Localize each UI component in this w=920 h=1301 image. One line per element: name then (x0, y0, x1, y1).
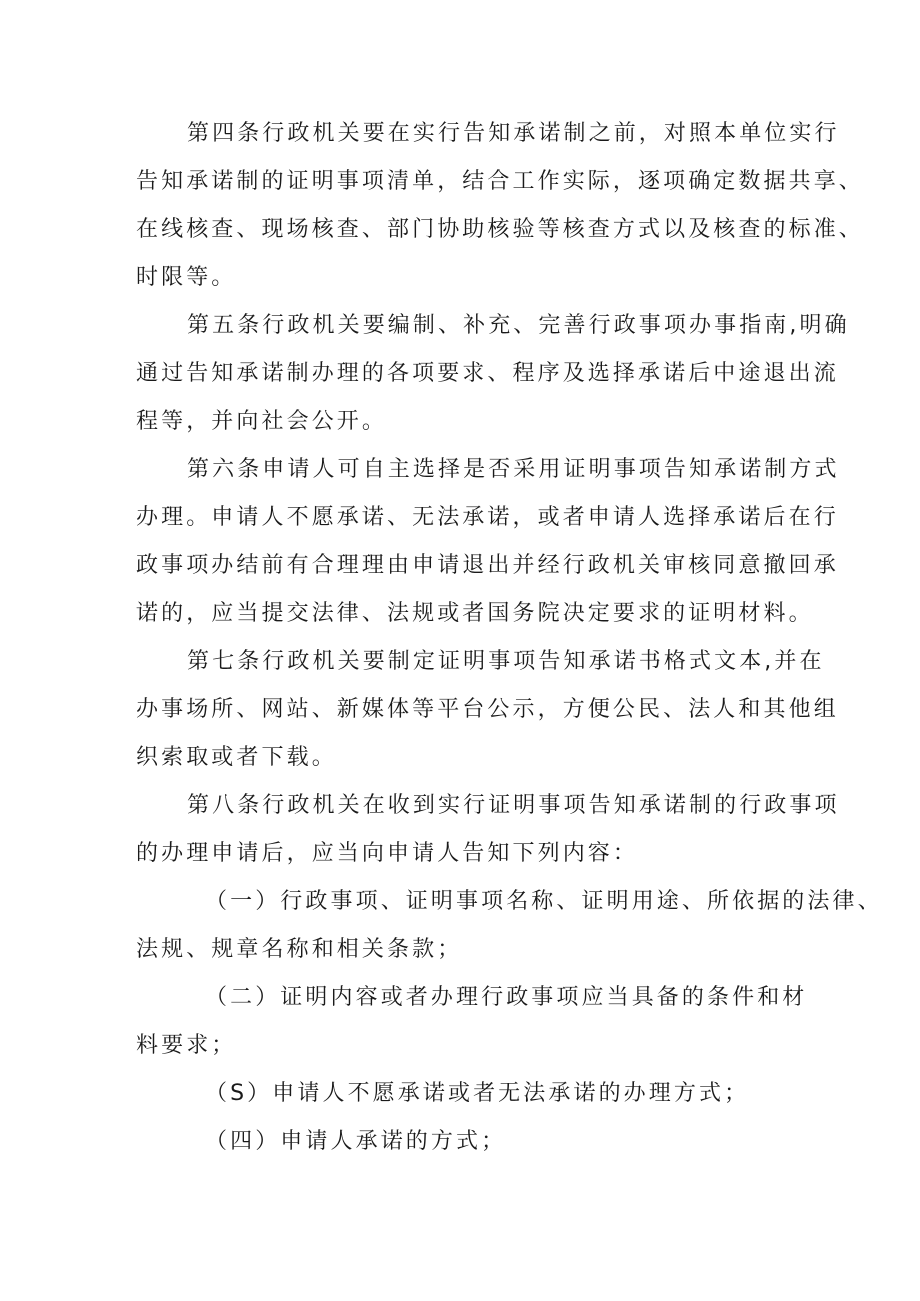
article-7-line-1: 第七条行政机关要制定证明事项告知承诺书格式文本,并在 (187, 649, 825, 674)
article-8-line-2: 的办理申请后，应当向申请人告知下列内容： (136, 841, 639, 866)
item-1-line-1: （一）行政事项、证明事项名称、证明用途、所依据的法律、 (205, 889, 883, 914)
article-6-line-1: 第六条申请人可自主选择是否采用证明事项告知承诺制方式 (187, 457, 840, 482)
article-5-line-2: 通过告知承诺制办理的各项要求、程序及选择承诺后中途退出流 (136, 361, 839, 386)
item-4-line-1: （四）申请人承诺的方式； (205, 1129, 507, 1154)
article-8-line-1: 第八条行政机关在收到实行证明事项告知承诺制的行政事项 (187, 793, 840, 818)
article-4-line-2: 告知承诺制的证明事项清单，结合工作实际，逐项确定数据共享、 (136, 169, 864, 194)
article-6-line-3: 政事项办结前有合理理由申请退出并经行政机关审核同意撤回承 (136, 553, 839, 578)
article-5-line-3: 程等，并向社会公开。 (136, 409, 388, 434)
article-7-line-2: 办事场所、网站、新媒体等平台公示，方便公民、法人和其他组 (136, 697, 839, 722)
item-3-line-1: （S）申请人不愿承诺或者无法承诺的办理方式； (205, 1081, 750, 1106)
item-1-line-2: 法规、规章名称和相关条款； (136, 937, 463, 962)
article-5-line-1: 第五条行政机关要编制、补充、完善行政事项办事指南,明确 (187, 313, 850, 338)
article-6-line-2: 办理。申请人不愿承诺、无法承诺，或者申请人选择承诺后在行 (136, 505, 839, 530)
article-4-line-1: 第四条行政机关要在实行告知承诺制之前，对照本单位实行 (187, 121, 840, 146)
item-2-line-2: 料要求； (136, 1033, 237, 1058)
item-2-line-1: （二）证明内容或者办理行政事项应当具备的条件和材 (205, 985, 808, 1010)
article-7-line-3: 织索取或者下载。 (136, 745, 337, 770)
article-4-line-4: 时限等。 (136, 265, 237, 290)
article-4-line-3: 在线核查、现场核查、部门协助核验等核查方式以及核查的标准、 (136, 217, 864, 242)
article-6-line-4: 诺的，应当提交法律、法规或者国务院决定要求的证明材料。 (136, 601, 814, 626)
